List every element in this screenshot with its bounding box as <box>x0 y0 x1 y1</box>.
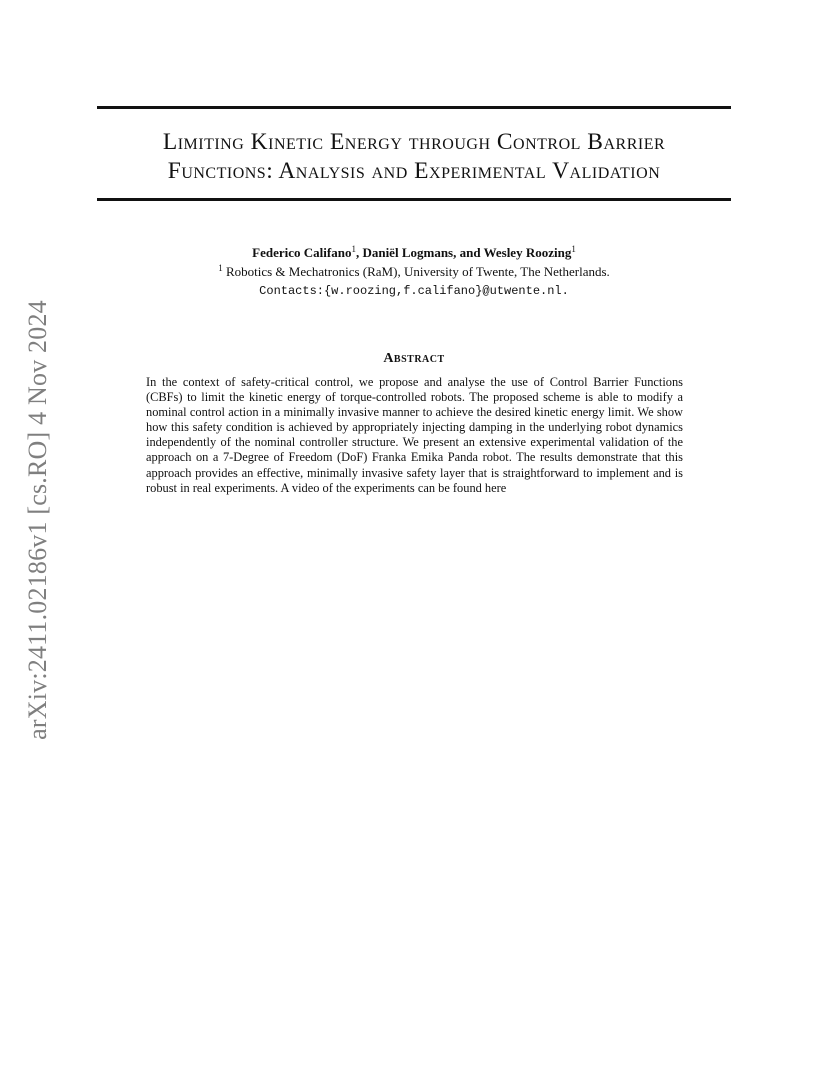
contact-emails: Contacts:{w.roozing,f.califano}@utwente.nl. <box>259 284 569 298</box>
abstract-body <box>146 375 683 496</box>
affiliation-mark: 1 <box>218 263 223 273</box>
title-top-rule <box>97 106 731 109</box>
affiliation-text: Robotics & Mechatronics (RaM), University of Twente, The Netherlands. <box>222 264 610 279</box>
affiliation-mark: 1 <box>571 244 576 254</box>
title-bottom-rule <box>97 198 731 201</box>
paper-title-line-2: Functions: Analysis and Experimental Validation <box>167 158 661 184</box>
arxiv-identifier-stamp: arXiv:2411.02186v1 [cs.RO] 4 Nov 2024 <box>23 300 52 740</box>
paper-title <box>97 128 731 186</box>
abstract-text: In the context of safety-critical control, we propose and analyse the use of Control Barrier Functions (CBFs) to limit the kinetic energy of torque-controlled robots. The proposed scheme is able to modify a nominal control action in a minimally invasive manner to achieve the desired kinetic energy limit. We show how this safety condition is achieved by appropriately injecting damping in the underlying robot dynamics independently of the nominal controller structure. We present an extensive experimental validation of the approach on a 7-Degree of Freedom (DoF) Franka Emika Panda robot. The results demonstrate that this approach provides an effective, minimally invasive safety layer that is straightforward to implement and is robust in real experiments. A video of the experiments can be found here <box>146 375 683 495</box>
affiliation-line <box>97 263 731 281</box>
affiliation-mark: 1 <box>351 244 356 254</box>
author-califano: Federico Califano <box>252 245 352 260</box>
author-list <box>97 244 731 262</box>
paper-title-line-1: Limiting Kinetic Energy through Control Barrier <box>162 129 666 155</box>
abstract-heading: Abstract <box>383 351 445 366</box>
author-logmans-roozing: , Daniël Logmans, and Wesley Roozing <box>355 245 572 260</box>
